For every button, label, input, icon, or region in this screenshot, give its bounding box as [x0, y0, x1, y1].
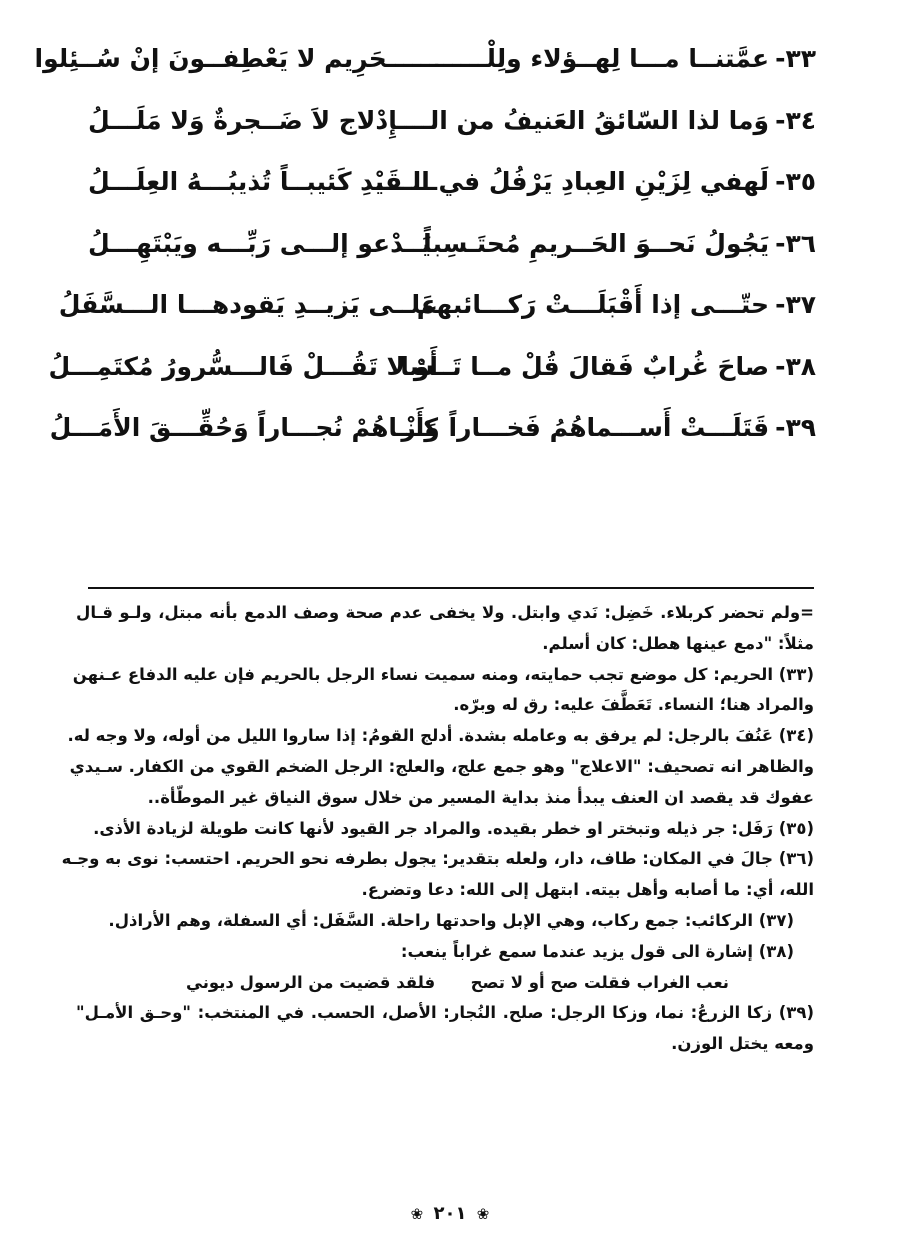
- verse-second-hemistich: كـــاهُمْ نُجـــاراً وَحُقِّـــقَ الأَمَـــلُ: [49, 413, 438, 443]
- verse-first-hemistich: [435, 44, 816, 74]
- footnote-line: (٣٣) الحريم: كل موضع تجب حمايته، ومنه سميت نساء الرجل بالحريم فإن عليه الدفاع عـنهن: [72, 664, 814, 684]
- verse-row: [49, 397, 816, 459]
- page-number: [390, 1203, 510, 1224]
- footnote-line: عفوك قد يقصد ان العنف يبدأ منذ بداية المسير من خلال سوق النياق غير الموطّأة..: [147, 787, 814, 807]
- footnote-line: (٣٤) عَنُفَ بالرجل: لم يرفق به وعامله بشدة. أدلج القومُ: إذا ساروا الليل من أوله، ولا وجه له.: [67, 726, 814, 746]
- verse-first-text: صاحَ غُرابٌ فَقالَ قُلْ مــا تَــشا: [400, 351, 770, 381]
- footnote-line: (٣٦) جالَ في المكان: طاف، دار، ولعله بتقدير: يجول بطرفه نحو الحريم. احتسب: نوى به وجـه: [61, 849, 814, 869]
- verse-number: ٣٥-: [775, 167, 816, 197]
- footnote-divider: [88, 587, 814, 589]
- verse-row: [48, 336, 816, 398]
- verse-first-hemistich: [401, 413, 816, 443]
- footnote-line: ومعه يختل الوزن.: [671, 1034, 814, 1054]
- verse-second-hemistich: ــــإِدْلاج لاَ ضَــجرةٌ وَلا مَلَـــلُ: [88, 105, 432, 135]
- verse-row: [88, 213, 816, 275]
- verse-first-text: حتّـــى إذا أَقْبَلَـــتْ رَكـــائبهم: [416, 290, 770, 320]
- verse-number: ٣٤-: [775, 105, 816, 135]
- verse-first-hemistich: [423, 228, 816, 258]
- flower-ornament-icon: ❀: [476, 1205, 490, 1223]
- verse-second-hemistich: عَلــى يَزيــدِ يَقودهـــا الـــسَّفَلُ: [58, 290, 438, 320]
- couplet-second-hemistich: فلقد قضيت من الرسول ديوني: [186, 972, 436, 992]
- verse-row: [34, 28, 816, 90]
- flower-ornament-icon: ❀: [410, 1205, 424, 1223]
- verse-row: [88, 90, 816, 152]
- verse-second-hemistich: أَوْ لا تَقُـــلْ فَالـــسُّرورُ مُكتَمِـــلُ: [48, 351, 438, 381]
- quoted-couplet: [76, 968, 814, 999]
- couplet-first-hemistich: نعب الغراب فقلت صح أو لا تصح: [470, 972, 729, 992]
- footnote-line: والمراد هنا؛ النساء. تَعَطَّفَ عليه: رق له وبرّه.: [453, 695, 814, 715]
- verse-second-hemistich: ــــــحَرِيم لا يَعْطِفــونَ إنْ سُــئِلوا: [34, 44, 438, 74]
- footnote-line: الله، أي: ما أصابه وأهل بيته. ابتهل إلى الله: دعا وتضرع.: [361, 880, 814, 900]
- footnotes: [61, 598, 814, 1060]
- verse-number: ٣٧-: [775, 290, 816, 320]
- verse-number: ٣٦-: [775, 228, 816, 258]
- footnote-line: (٣٨) إشارة الى قول يزيد عندما سمع غراباً ينعب:: [400, 941, 794, 961]
- footnote-line: =ولم تحضر كربلاء. خَضِل: نَدي وابتل. ولا يخفى عدم صحة وصف الدمع بأنه مبتل، ولـو قـال: [76, 603, 814, 622]
- verse-first-text: عمَّتنــا مـــا لِهــؤلاء ولِلْــــــ: [435, 44, 770, 74]
- verse-first-hemistich: [395, 105, 816, 135]
- footnote-line: (٣٥) رَفَل: جر ذيله وتبختر او خطر بقيده. والمراد جر القيود لأنها كانت طويلة لزيادة الأذى.: [93, 818, 814, 838]
- verse-number: ٣٣-: [775, 44, 816, 74]
- footnote-line: (٣٩) زكا الزرعُ: نما، وزكا الرجل: صلح. النُجار: الأصل، الحسب. في المنتخب: "وحـق الأمـل": [76, 1003, 814, 1023]
- verse-row: [58, 274, 816, 336]
- verse-row: [88, 151, 816, 213]
- footnote-line: (٣٧) الركائب: جمع ركاب، وهي الإبل واحدتها راحلة. السَّفَل: أي السفلة، وهم الأراذل.: [108, 910, 794, 930]
- verse-second-hemistich: ــــقَيْدِ كَئيبــاً تُذيبُـــهُ العِلَـــلُ: [88, 167, 437, 197]
- footnote-line: والظاهر انه تصحيف: "الاعلاج" وهو جمع علج، والعلج: الرجل الضخم القوي من الكفار. سـيدي: [69, 756, 814, 776]
- verse-number: ٣٨-: [775, 351, 816, 381]
- verse-first-hemistich: [400, 351, 816, 381]
- verse-first-text: قَتَلَـــتْ أَســـماهُمُ فَخـــاراً وَأَزْ: [401, 413, 770, 443]
- verse-first-hemistich: [377, 167, 816, 197]
- verse-number: ٣٩-: [775, 413, 816, 443]
- page-number-value: ٢٠١: [433, 1203, 467, 1224]
- verse-first-text: يَجُولُ نَحــوَ الحَــريمِ مُحتَـسِباً: [423, 228, 770, 258]
- verse-second-hemistich: يَــدْعو إلـــى رَبِّـــه ويَبْتَهِـــلُ: [88, 228, 432, 258]
- poem-block: [34, 28, 816, 459]
- verse-first-text: لَهفي لِزَيْنِ العِبادِ يَرْفُلُ في الــــ: [377, 167, 770, 197]
- footnote-line: مثلاً: "دمع عينها هطل: كان أسلم.: [542, 633, 814, 653]
- verse-first-text: وَما لذا السّائقُ العَنيفُ من الــــ: [395, 105, 770, 135]
- verse-first-hemistich: [416, 290, 816, 320]
